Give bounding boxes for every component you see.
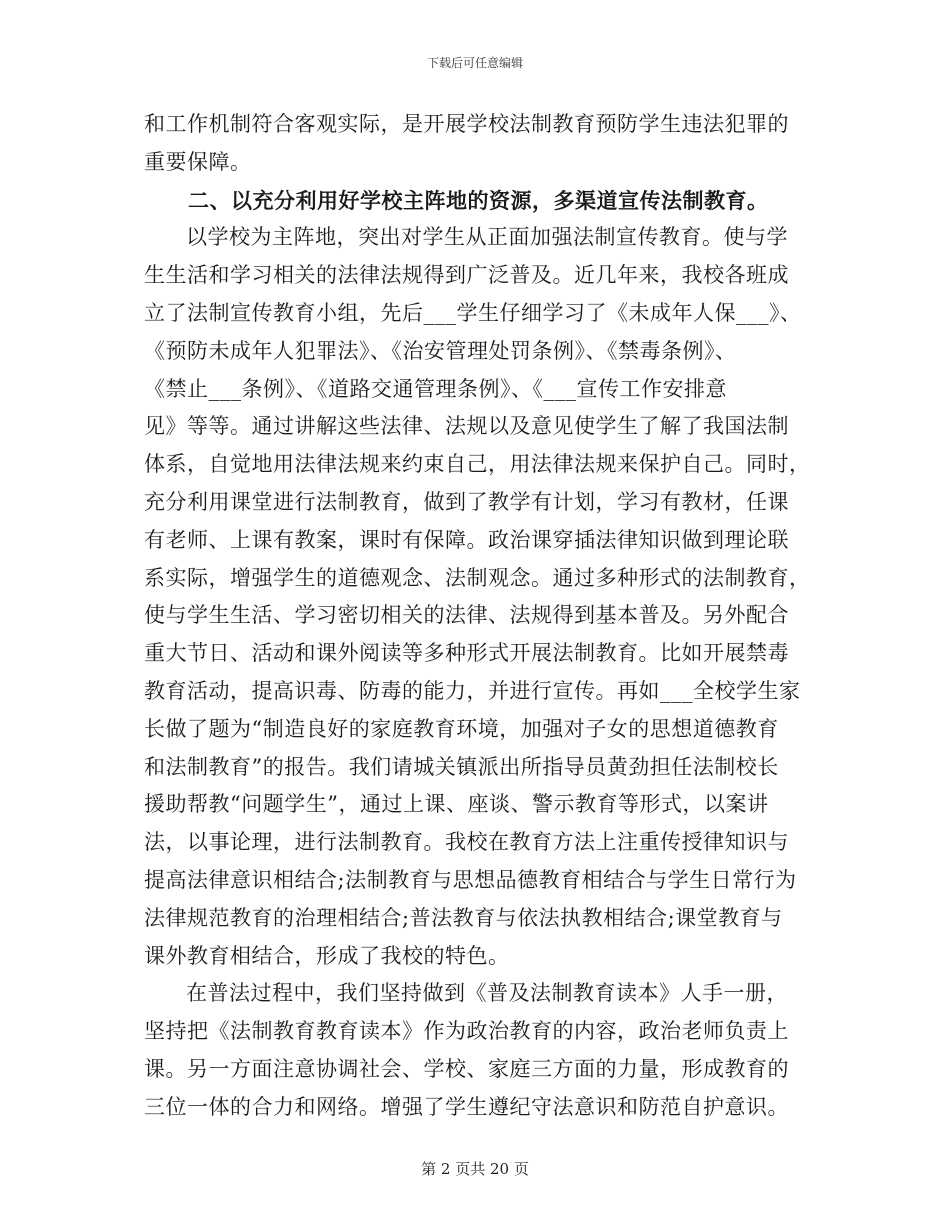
body-line: 重要保障。 [144,149,252,174]
page-number: 第 2 页共 20 页 [421,1160,529,1178]
body-line: 课外教育相结合，形成了我校的特色。 [144,943,510,968]
body-line: 体系，自觉地用法律法规来约束自己，用法律法规来保护自己。同时， [144,452,811,477]
body-line: 法律规范教育的治理相结合;普法教育与依法执教相结合;课堂教育与 [144,905,783,930]
page-header-note: 下载后可任意编辑 [426,56,523,70]
body-line: 充分利用课堂进行法制教育，做到了教学有计划，学习有教材，任课 [144,489,789,514]
section-heading: 二、以充分利用好学校主阵地的资源，多渠道宣传法制教育。 [188,187,769,213]
body-line: 法，以事论理，进行法制教育。我校在教育方法上注重传授律知识与 [144,830,789,855]
body-line: 三位一体的合力和网络。增强了学生遵纪守法意识和防范自护意识。 [144,1094,789,1119]
body-line: 重大节日、活动和课外阅读等多种形式开展法制教育。比如开展禁毒 [144,641,789,666]
body-line: 见》等等。通过讲解这些法律、法规以及意见使学生了解了我国法制 [144,414,789,439]
body-line: 《禁止___条例》、《道路交通管理条例》、《___宣传工作安排意 [144,376,727,401]
paragraph-start-line: 在普法过程中，我们坚持做到《普及法制教育读本》人手一册， [186,981,788,1006]
body-line: 提高法律意识相结合;法制教育与思想品德教育相结合与学生日常行为 [144,867,797,892]
body-line: 和工作机制符合客观实际，是开展学校法制教育预防学生违法犯罪的 [144,112,789,136]
body-line: 使与学生生活、学习密切相关的法律、法规得到基本普及。另外配合 [144,603,789,628]
body-line: 援助帮教“问题学生”，通过上课、座谈、警示教育等形式，以案讲 [144,792,769,817]
body-line: 系实际，增强学生的道德观念、法制观念。通过多种形式的法制教育， [144,565,811,590]
body-line: 教育活动，提高识毒、防毒的能力，并进行宣传。再如___全校学生家 [144,678,801,703]
body-line: 长做了题为“制造良好的家庭教育环境，加强对子女的思想道德教育 [144,716,779,741]
body-line: 课。另一方面注意协调社会、学校、家庭三方面的力量，形成教育的 [144,1056,789,1081]
paragraph-start-line: 以学校为主阵地，突出对学生从正面加强法制宣传教育。使与学 [186,225,788,250]
body-line: 坚持把《法制教育教育读本》作为政治教育的内容，政治老师负责上 [144,1019,789,1044]
body-line: 立了法制宣传教育小组，先后___学生仔细学习了《未成年人保___》、 [144,300,802,325]
body-line: 和法制教育”的报告。我们请城关镇派出所指导员黄劲担任法制校长 [144,754,779,779]
document-body [144,106,811,1127]
body-line: 《预防未成年人犯罪法》、《治安管理处罚条例》、《禁毒条例》、 [144,338,737,363]
body-line: 生生活和学习相关的法律法规得到广泛普及。近几年来，我校各班成 [144,263,789,288]
body-line: 有老师、上课有教案，课时有保障。政治课穿插法律知识做到理论联 [144,527,789,552]
